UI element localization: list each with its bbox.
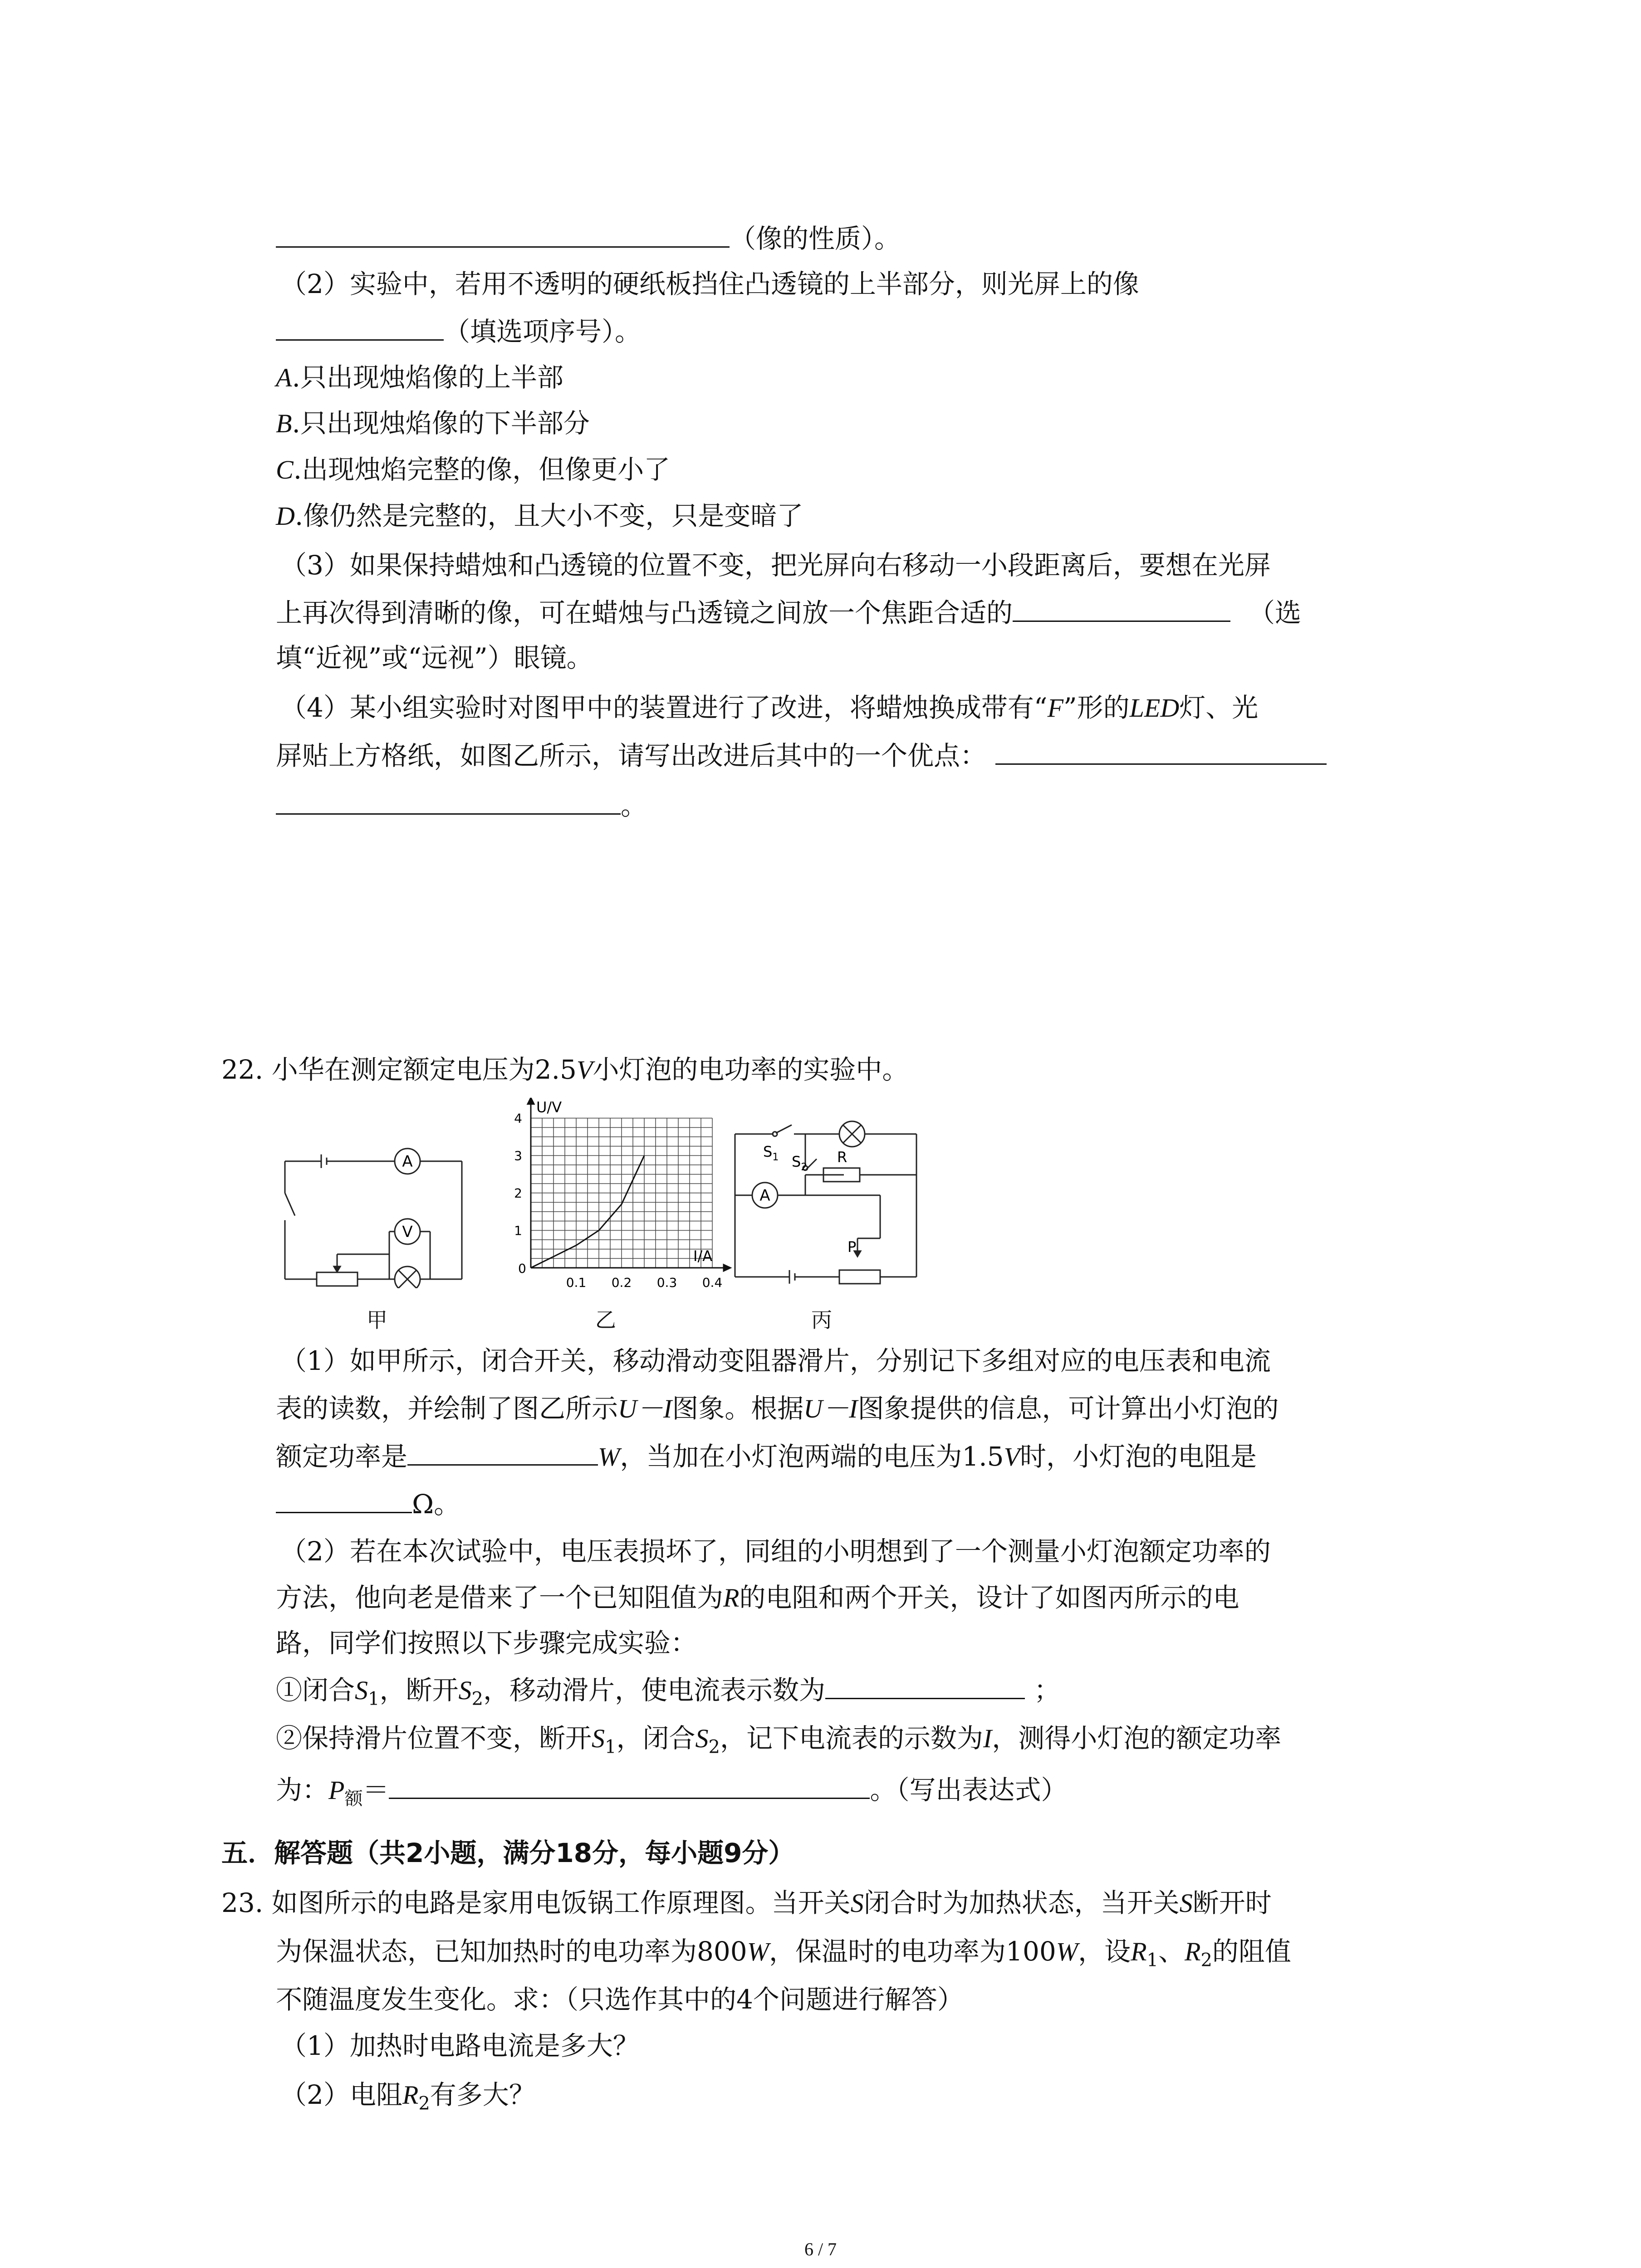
switch-lever [285,1193,295,1216]
answer-blank-option[interactable] [276,313,444,341]
q22-p2-line1: （2）若在本次试验中，电压表损坏了，同组的小明想到了一个测量小灯泡额定功率的 [280,1536,1271,1567]
bing-ammeter-label: A [759,1187,770,1205]
q23-line1: 23. 如图所示的电路是家用电饭锅工作原理图。当开关S闭合时为加热状态，当开关S断开时 [221,1887,1272,1918]
q21-part3-line1: （3）如果保持蜡烛和凸透镜的位置不变，把光屏向右移动一小段距离后，要想在光屏 [280,550,1271,581]
q22-step2: ②保持滑片位置不变，断开$S_1$，闭合$S_2$，记下电流表的示数为I，测得小灯泡的额定功率 [276,1723,1282,1758]
x-tick-label: 0.4 [702,1275,723,1290]
answer-blank-advantage-2[interactable] [276,787,621,815]
option-b[interactable]: B.只出现烛焰像的下半部分 [276,408,590,439]
answer-blank-glasses[interactable] [1013,594,1230,622]
section-5-heading: 五．解答题（共2小题，满分18分，每小题9分） [221,1838,795,1868]
q23-line2: 为保温状态，已知加热时的电功率为800W，保温时的电功率为100W，设$R_1$、$R_2$的阻值 [276,1936,1291,1971]
answer-blank-resistance[interactable] [276,1486,412,1513]
y-axis-label: U/V [536,1099,562,1116]
circuit-diagram-jia [276,1143,475,1288]
q23-line3: 不随温度发生变化。求：（只选作其中的4个问题进行解答） [276,1984,964,2015]
circuit-diagram-bing [726,1116,935,1297]
answer-blank-current[interactable] [825,1672,1025,1699]
rheostat-body [317,1272,358,1286]
y-tick-label: 2 [514,1186,522,1201]
caption-jia: 甲 [367,1308,387,1332]
q22-p2-line3: 路，同学们按照以下步骤完成实验： [276,1628,697,1658]
y-tick-label: 3 [514,1148,522,1163]
q22-step3: 为：$P_额=$ 。（写出表达式） [276,1771,1067,1817]
answer-blank-advantage-1[interactable] [995,737,1327,765]
switch-s1-lever [776,1125,792,1133]
q23-sub2: （2）电阻$R_2$有多大？ [280,2079,535,2114]
bing-s1-label: $S_1$ [763,1143,779,1163]
ui-graph-yi [495,1098,749,1297]
q21-part2-line1: （2）实验中，若用不透明的硬纸板挡住凸透镜的上半部分，则光屏上的像 [280,269,1139,299]
q21-part3-line3: 填“近视”或“远视”）眼镜。 [276,642,593,673]
q22-p1-line3: 额定功率是 W，当加在小灯泡两端的电压为1.5V时，小灯泡的电阻是 [276,1438,1257,1475]
y-tick-label: 1 [514,1223,522,1238]
x-tick-label: 0.2 [611,1275,632,1290]
q23-sub1: （1）加热时电路电流是多大？ [280,2030,639,2061]
ammeter-label: A [402,1153,413,1171]
q22-p1-line2: 表的读数，并绘制了图乙所示U－I图象。根据U－I图象提供的信息，可计算出小灯泡的 [276,1393,1279,1424]
chart-grid [531,1118,712,1268]
q22-p2-line2: 方法，他向老是借来了一个已知阻值为R的电阻和两个开关，设计了如图丙所示的电 [276,1582,1239,1613]
q21-part3-line2: 上再次得到清晰的像，可在蜡烛与凸透镜之间放一个焦距合适的 （选 [276,594,1301,631]
option-a[interactable]: A.只出现烛焰像的上半部 [276,362,563,393]
q21-part4-line3: 。 [276,787,647,824]
caption-yi: 乙 [595,1308,616,1332]
y-tick-label: 4 [514,1111,522,1126]
option-c[interactable]: C.出现烛焰完整的像，但像更小了 [276,454,671,485]
option-d[interactable]: D.像仍然是完整的，且大小不变，只是变暗了 [276,500,803,531]
q21-nature-line: （像的性质）。 [276,220,901,257]
q21-part2-line2: （填选项序号）。 [276,313,641,350]
q22-p1-line4: Ω。 [276,1486,460,1522]
x-tick-label: 0.1 [566,1275,587,1290]
page-number: 6 / 7 [804,2239,837,2259]
x-tick-label: 0.3 [656,1275,677,1290]
q21-part4-line2: 屏贴上方格纸，如图乙所示，请写出改进后其中的一个优点： [276,737,1327,774]
lamp-circle [395,1266,420,1288]
bing-p-label: P [847,1238,857,1256]
bing-r-label: R [837,1149,847,1166]
bing-rheostat [839,1270,880,1284]
bing-s2-label: $S_2$ [792,1153,808,1173]
q22-stem: 22. 小华在测定额定电压为2.5V小灯泡的电功率的实验中。 [221,1054,909,1085]
chart-axes [528,1098,730,1271]
voltmeter-label: V [402,1223,413,1241]
answer-blank-rated-power[interactable] [407,1438,598,1466]
answer-blank-nature[interactable] [276,220,730,248]
origin-tick-label: 0 [518,1261,526,1276]
q21-part4-line1: （4）某小组实验时对图甲中的装置进行了改进，将蜡烛换成带有“F”形的LED灯、光 [280,692,1259,723]
q22-step1: ①闭合$S_1$，断开$S_2$，移动滑片，使电流表示数为 ； [276,1672,1060,1717]
q22-p1-line1: （1）如甲所示，闭合开关，移动滑动变阻器滑片，分别记下多组对应的电压表和电流 [280,1345,1271,1376]
caption-bing: 丙 [811,1308,832,1332]
x-axis-label: I/A [693,1247,713,1265]
answer-blank-expression[interactable] [389,1771,870,1799]
switch-s2-lever [806,1159,817,1169]
